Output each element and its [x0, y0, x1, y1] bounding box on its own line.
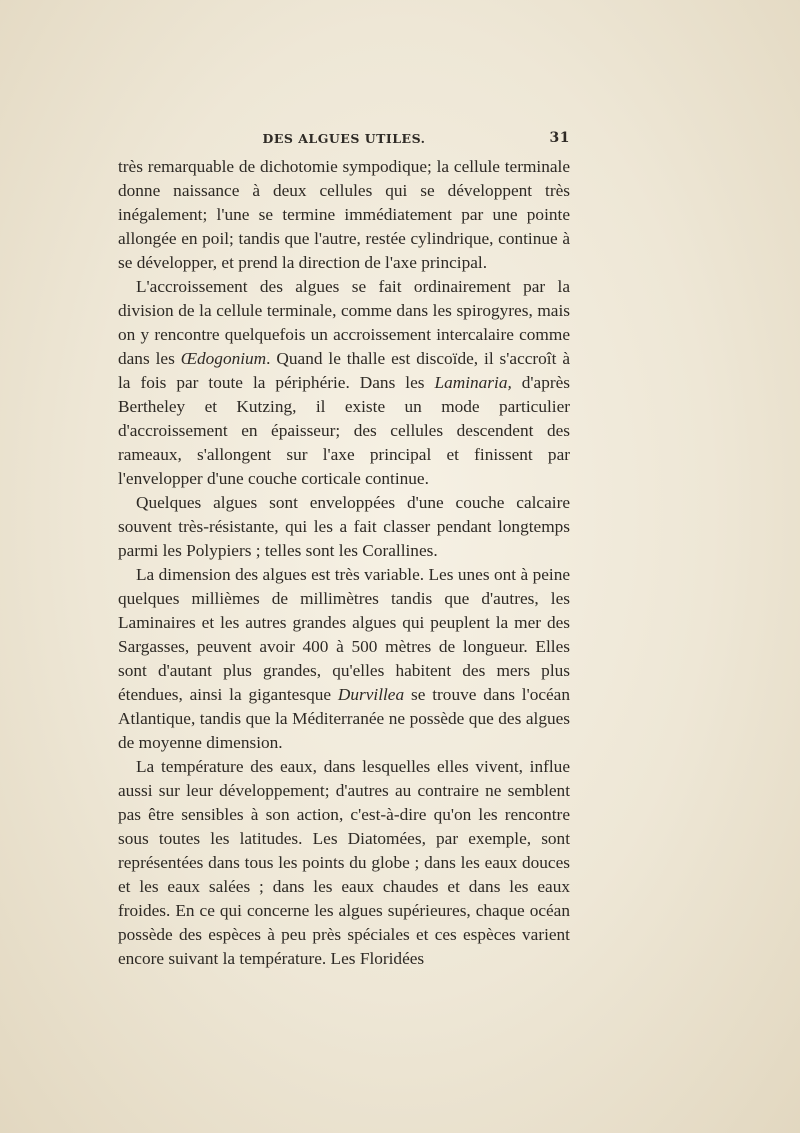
text-segment: L'accroissement des algues se fait ordinairement par la division de la cellule terminale, comme dans les spirogyres, mais on y rencontre quelquefois un accroissement intercalaire comme dans les	[118, 277, 570, 368]
italic-term-laminaria: Laminaria,	[434, 373, 512, 392]
page-number: 31	[549, 130, 570, 146]
text-segment: La dimension des algues est très variable. Les unes ont à peine quelques millièmes de millimètres tandis que d'autres, les Laminaires et les autres grandes algues qui peuplent la mer des Sargasses, peuvent avoir 400 à 500 mètres de longueur. Elles sont d'autant plus grandes, qu'elles habitent des mers plus étendues, ainsi la gigantesque	[118, 565, 570, 704]
paragraph-1	[118, 155, 570, 275]
running-head: DES ALGUES UTILES.	[262, 131, 426, 146]
text-segment: se trouve dans l'océan Atlantique, tandis que la Méditerranée ne possède que des algues de moyenne dimension.	[118, 685, 570, 752]
paragraph-3	[118, 491, 570, 563]
text-segment: d'après Bertheley et Kutzing, il existe un mode particulier d'accroissement en épaisseur; des cellules descendent des rameaux, s'allongent sur l'axe principal et finissent par l'envelopper d'une couche corticale continue.	[118, 373, 571, 488]
text-segment: La température des eaux, dans lesquelles elles vivent, influe aussi sur leur développement; d'autres au contraire ne semblent pas être sensibles à son action, c'est-à-dire qu'on les rencontre sous toutes les latitudes. Les Diatomées, par exemple, sont représentées dans tous les points du globe ; dans les eaux douces et les eaux salées ; dans les eaux chaudes et dans les eaux froides. En ce qui concerne les algues supérieures, chaque océan possède des espèces à peu près spéciales et ces espèces varient encore suivant la température. Les Floridées	[118, 757, 570, 968]
body-text	[118, 155, 570, 971]
paragraph-5	[118, 755, 570, 971]
text-segment: très remarquable de dichotomie sympodique; la cellule terminale donne naissance à deux cellules qui se développent très inégalement; l'une se termine immédiatement par une pointe allongée en poil; tandis que l'autre, restée cylindrique, continue à se développer, et prend la direction de l'axe principal.	[118, 157, 570, 272]
italic-term-oedogonium: Œdogonium	[180, 349, 267, 368]
paragraph-2	[118, 275, 570, 491]
page-header	[118, 131, 570, 151]
italic-term-durvillea: Durvillea	[337, 685, 405, 704]
text-segment: . Quand le thalle est discoïde, il s'accroît à la fois par toute la périphérie. Dans les	[118, 349, 570, 392]
text-segment: Quelques algues sont enveloppées d'une couche calcaire souvent très-résistante, qui les a fait classer pendant longtemps parmi les Polypiers ; telles sont les Corallines.	[118, 493, 570, 560]
paragraph-4	[118, 563, 570, 755]
